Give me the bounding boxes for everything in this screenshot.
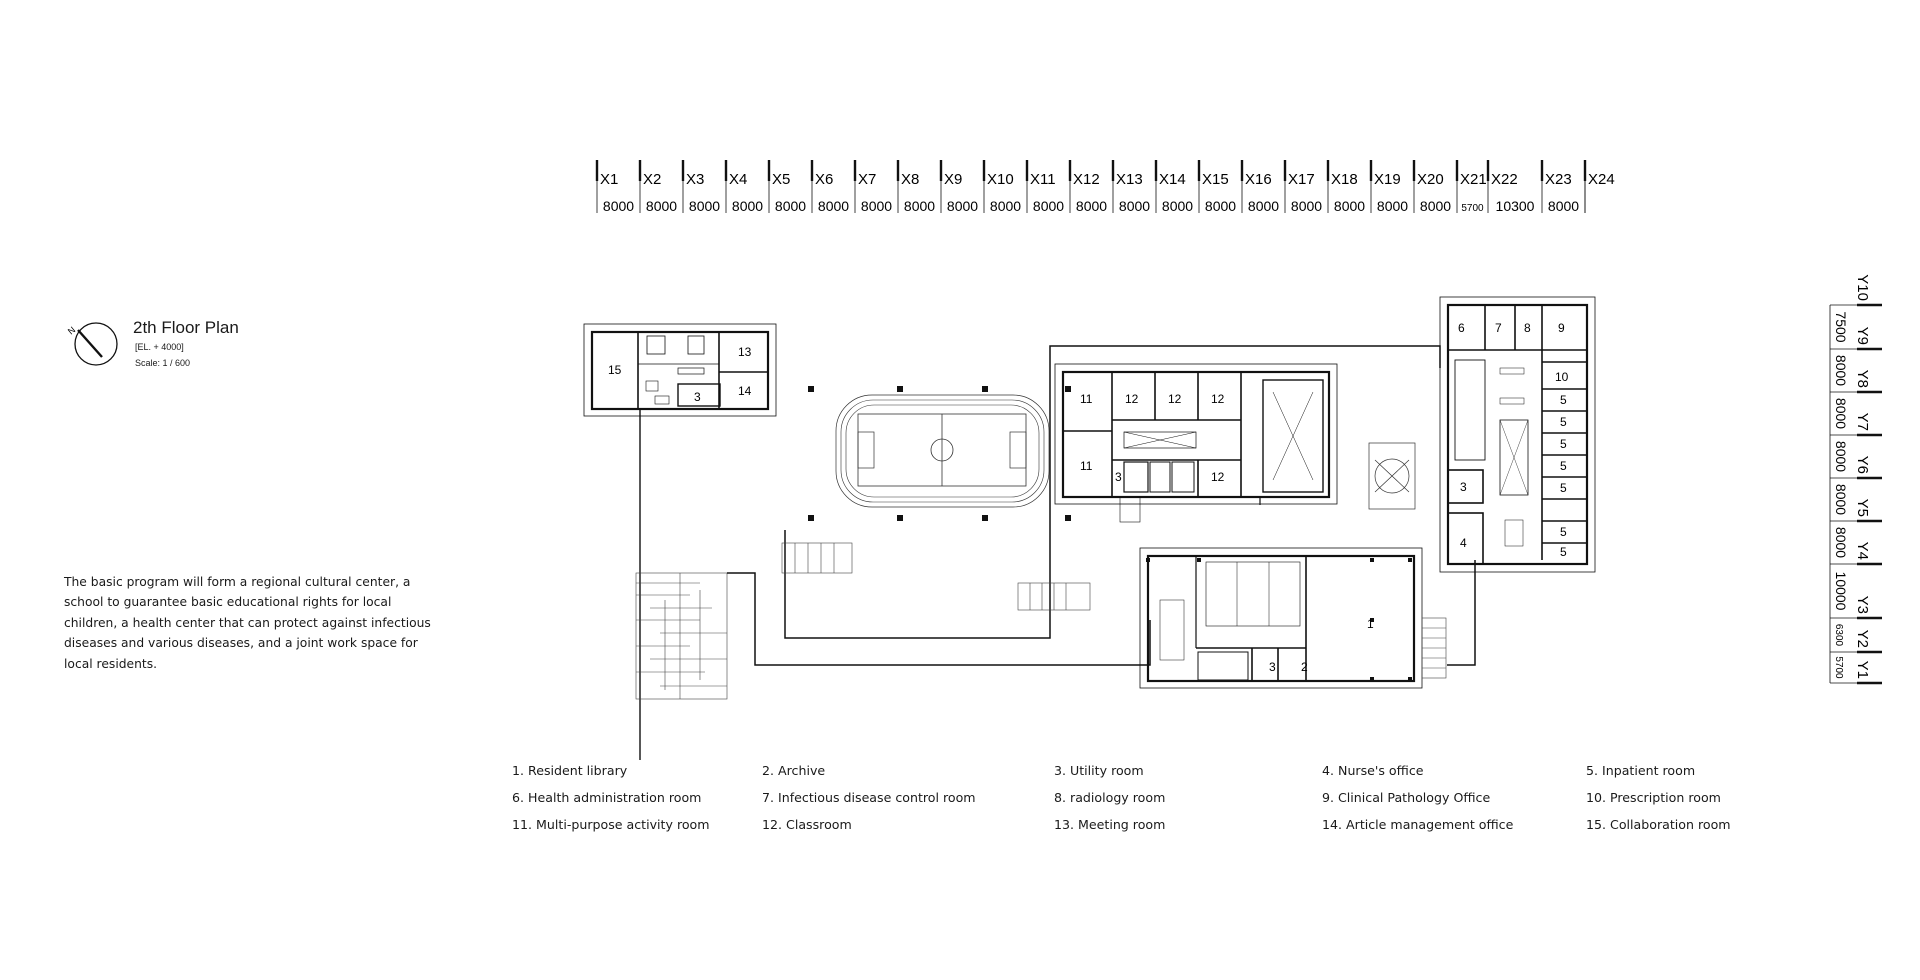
y-grid-label: Y3 <box>1854 595 1871 614</box>
building-health-center <box>1440 297 1595 572</box>
x-grid-label: X8 <box>901 171 920 188</box>
room-numbers-b <box>1080 392 1225 484</box>
x-grid-label: X7 <box>858 171 877 188</box>
x-grid-label: X6 <box>815 171 834 188</box>
x-grid-span: 8000 <box>1247 198 1280 214</box>
room-number-6: 6 <box>1458 321 1465 335</box>
legend-item: 7. Infectious disease control room <box>762 790 976 805</box>
exterior-stairs-middle <box>782 543 1090 610</box>
x-grid-span: 8000 <box>1032 198 1065 214</box>
y-grid-label: Y9 <box>1854 326 1871 345</box>
y-grid-label: Y6 <box>1854 455 1871 474</box>
north-label: N <box>65 324 78 337</box>
y-grid-label: Y1 <box>1854 660 1871 679</box>
x-grid-span: 10300 <box>1495 198 1535 214</box>
x-grid-span: 8000 <box>946 198 979 214</box>
legend-item: 9. Clinical Pathology Office <box>1322 790 1491 805</box>
walkway-paths <box>727 346 1475 665</box>
y-grid-axis <box>1830 274 1882 683</box>
x-grid-label: X14 <box>1159 171 1186 188</box>
x-grid-label: X20 <box>1417 171 1444 188</box>
room-number-7: 7 <box>1495 321 1502 335</box>
room-number-8: 8 <box>1524 321 1531 335</box>
x-grid-span: 8000 <box>1547 198 1580 214</box>
legend-item: 3. Utility room <box>1054 763 1144 778</box>
x-grid-label: X5 <box>772 171 791 188</box>
x-grid-span: 8000 <box>602 198 635 214</box>
legend-item: 4. Nurse's office <box>1322 763 1424 778</box>
y-grid-label: Y4 <box>1854 541 1871 560</box>
legend-item: 14. Article management office <box>1322 817 1514 832</box>
room-number-2: 2 <box>1301 660 1308 674</box>
project-description: The basic program will form a regional cultural center, a school to guarantee basic educational rights for local children, a health center that can protect against infectious diseases and various diseases, and a joint work space for local residents. <box>64 575 431 671</box>
x-grid-label: X15 <box>1202 171 1229 188</box>
plan-elevation: [EL. + 4000] <box>135 342 184 352</box>
x-grid-span: 8000 <box>860 198 893 214</box>
north-arrow-icon <box>66 323 117 365</box>
x-grid-label: X21 <box>1460 171 1487 188</box>
room-number-3: 3 <box>694 390 701 404</box>
exterior-stairs-right <box>1422 618 1446 678</box>
room-number-5: 5 <box>1560 415 1567 429</box>
x-grid-label: X13 <box>1116 171 1143 188</box>
x-grid-span: 8000 <box>774 198 807 214</box>
y-grid-span: 7500 <box>1833 311 1849 343</box>
x-grid-label: X11 <box>1030 171 1056 188</box>
x-grid-span: 8000 <box>1075 198 1108 214</box>
y-grid-label: Y2 <box>1854 629 1871 648</box>
room-number-1: 1 <box>1367 617 1374 631</box>
x-grid-span: 8000 <box>903 198 936 214</box>
room-number-5: 5 <box>1560 437 1567 451</box>
x-grid-label: X16 <box>1245 171 1272 188</box>
x-grid-label: X22 <box>1491 171 1518 188</box>
legend-item: 12. Classroom <box>762 817 852 832</box>
x-grid-axis <box>597 160 1615 214</box>
legend-item: 10. Prescription room <box>1586 790 1721 805</box>
room-number-15: 15 <box>608 363 622 377</box>
x-grid-span: 8000 <box>1290 198 1323 214</box>
room-number-5: 5 <box>1560 545 1567 559</box>
x-grid-label: X18 <box>1331 171 1358 188</box>
x-grid-label: X4 <box>729 171 748 188</box>
room-number-14: 14 <box>738 384 752 398</box>
x-grid-label: X19 <box>1374 171 1401 188</box>
building-library <box>1140 548 1422 688</box>
legend-item: 6. Health administration room <box>512 790 702 805</box>
x-grid-span: 8000 <box>1161 198 1194 214</box>
x-grid-label: X3 <box>686 171 705 188</box>
legend-item: 2. Archive <box>762 763 826 778</box>
legend-item: 13. Meeting room <box>1054 817 1166 832</box>
x-grid-span: 8000 <box>645 198 678 214</box>
y-grid-span: 8000 <box>1833 354 1849 387</box>
y-grid-label: Y5 <box>1854 498 1871 517</box>
x-grid-label: X1 <box>600 171 619 188</box>
y-grid-label: Y10 <box>1854 274 1871 301</box>
room-numbers-d <box>1458 321 1569 559</box>
room-number-10: 10 <box>1555 370 1569 384</box>
room-numbers-c <box>1269 617 1374 674</box>
room-number-12: 12 <box>1211 470 1225 484</box>
room-number-13: 13 <box>738 345 752 359</box>
x-grid-label: X23 <box>1545 171 1572 188</box>
room-number-5: 5 <box>1560 481 1567 495</box>
room-number-3: 3 <box>1115 470 1122 484</box>
x-grid-span: 8000 <box>1204 198 1237 214</box>
x-grid-span: 8000 <box>1118 198 1151 214</box>
room-number-3: 3 <box>1460 480 1467 494</box>
room-number-3: 3 <box>1269 660 1276 674</box>
y-grid-span: 8000 <box>1833 526 1849 559</box>
room-number-5: 5 <box>1560 459 1567 473</box>
x-grid-span: 8000 <box>1376 198 1409 214</box>
x-grid-span: 8000 <box>1419 198 1452 214</box>
y-grid-span: 8000 <box>1833 440 1849 473</box>
y-grid-span: 8000 <box>1833 483 1849 516</box>
room-number-4: 4 <box>1460 536 1467 550</box>
legend-item: 1. Resident library <box>512 763 628 778</box>
x-grid-label: X12 <box>1073 171 1100 188</box>
room-numbers-a <box>608 345 752 404</box>
x-grid-span: 8000 <box>688 198 721 214</box>
x-grid-span: 8000 <box>989 198 1022 214</box>
legend-item: 15. Collaboration room <box>1586 817 1731 832</box>
x-grid-label: X24 <box>1588 171 1615 188</box>
x-grid-label: X17 <box>1288 171 1315 188</box>
room-number-11: 11 <box>1080 392 1093 406</box>
x-grid-label: X9 <box>944 171 963 188</box>
legend-item: 5. Inpatient room <box>1586 763 1696 778</box>
room-number-11: 11 <box>1080 459 1093 473</box>
building-school <box>1055 364 1337 522</box>
plan-title: 2th Floor Plan <box>133 318 239 337</box>
y-grid-label: Y7 <box>1854 412 1871 431</box>
y-grid-span: 10000 <box>1833 571 1849 611</box>
y-grid-span: 8000 <box>1833 397 1849 430</box>
x-grid-label: X2 <box>643 171 662 188</box>
sports-field <box>836 395 1049 507</box>
room-number-12: 12 <box>1211 392 1225 406</box>
exterior-stairs-left <box>636 573 727 699</box>
x-grid-label: X10 <box>987 171 1014 188</box>
room-number-12: 12 <box>1125 392 1139 406</box>
tree-planter-icon <box>1369 443 1415 509</box>
y-grid-span: 6300 <box>1833 623 1844 647</box>
y-grid-span: 5700 <box>1833 656 1844 679</box>
x-grid-span: 8000 <box>817 198 850 214</box>
legend-item: 11. Multi-purpose activity room <box>512 817 710 832</box>
room-number-5: 5 <box>1560 393 1567 407</box>
room-number-9: 9 <box>1558 321 1565 335</box>
x-grid-span: 8000 <box>1333 198 1366 214</box>
room-number-5: 5 <box>1560 525 1567 539</box>
y-grid-label: Y8 <box>1854 369 1871 388</box>
room-number-12: 12 <box>1168 392 1182 406</box>
x-grid-span: 8000 <box>731 198 764 214</box>
legend-item: 8. radiology room <box>1054 790 1166 805</box>
x-grid-span: 5700 <box>1461 203 1484 214</box>
plan-scale: Scale: 1 / 600 <box>135 358 191 368</box>
